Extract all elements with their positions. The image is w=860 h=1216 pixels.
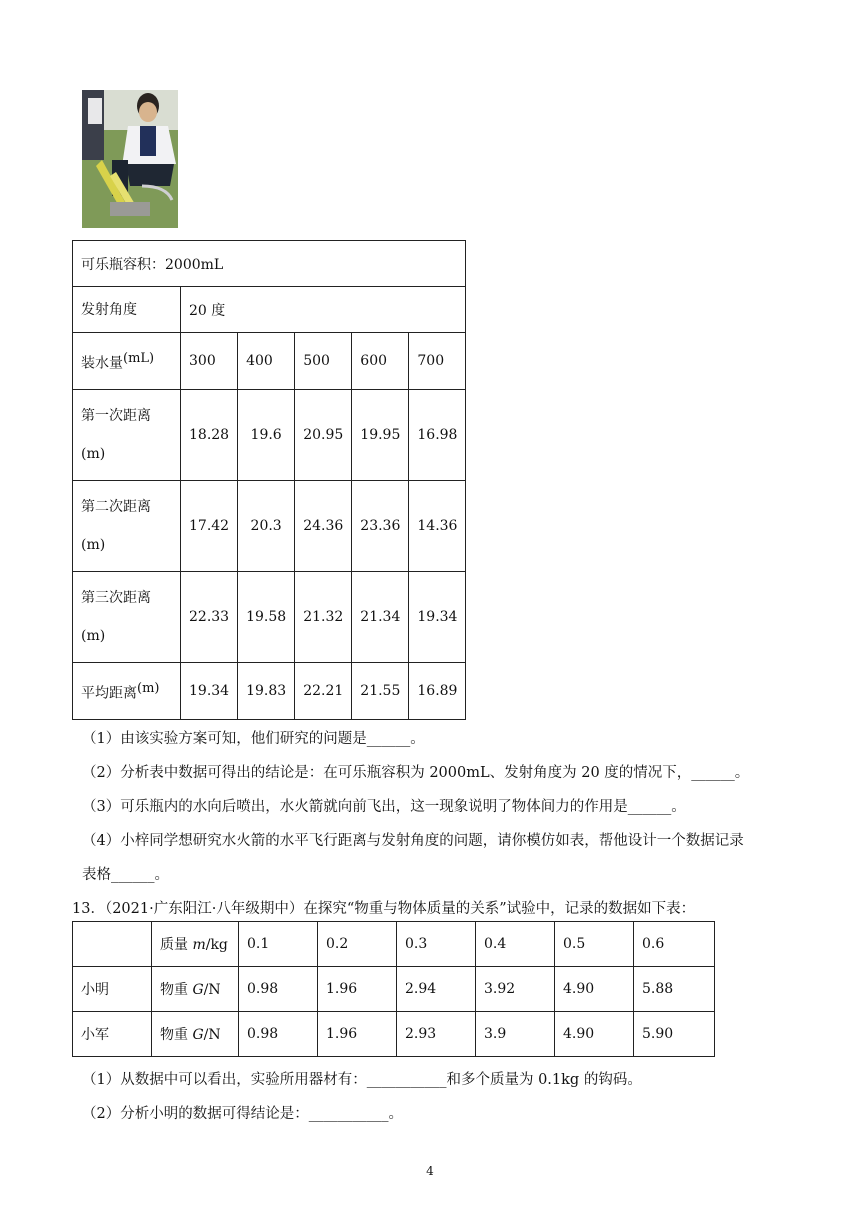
trial-1-value: 19.6 <box>238 390 295 481</box>
mass-value: 0.3 <box>397 922 476 967</box>
mass-value: 0.6 <box>634 922 715 967</box>
trial-2-value: 24.36 <box>295 481 352 572</box>
water-unit: (mL) <box>123 350 155 366</box>
trial-3-label-cell <box>73 572 181 663</box>
avg-label-cell <box>73 663 181 720</box>
water-value: 700 <box>409 333 466 390</box>
weight-label-cell <box>152 1012 239 1057</box>
weight-value: 5.88 <box>634 967 715 1012</box>
trial-2-value: 23.36 <box>352 481 409 572</box>
water-value: 400 <box>238 333 295 390</box>
water-value: 500 <box>295 333 352 390</box>
trial-2-value: 20.3 <box>238 481 295 572</box>
avg-value: 22.21 <box>295 663 352 720</box>
avg-value: 21.55 <box>352 663 409 720</box>
q13-stem: 13．（2021·广东阳江·八年级期中）在探究“物重与物体质量的关系”试验中，记录的数据如下表： <box>72 901 696 917</box>
capacity-cell: 可乐瓶容积：2000mL <box>73 241 466 287</box>
trial-2-label-cell <box>73 481 181 572</box>
angle-value: 20 度 <box>181 287 466 333</box>
weight-label-cell <box>152 967 239 1012</box>
mass-value: 0.4 <box>476 922 555 967</box>
trial-1-value: 19.95 <box>352 390 409 481</box>
weight-value: 2.93 <box>397 1012 476 1057</box>
photo-illustration <box>82 90 178 228</box>
weight-unit: /N <box>203 1027 221 1043</box>
mass-value: 0.2 <box>318 922 397 967</box>
q12-part-3: （3）可乐瓶内的水向后喷出，水火箭就向前飞出，这一现象说明了物体间力的作用是______。 <box>82 799 686 815</box>
water-value: 600 <box>352 333 409 390</box>
q12-part-4: （4）小梓同学想研究水火箭的水平飞行距离与发射角度的问题，请你模仿如表，帮他设计一个数据记录 <box>82 833 744 849</box>
q13-part-1: （1）从数据中可以看出，实验所用器材有：___________和多个质量为 0.1kg 的钩码。 <box>82 1072 642 1088</box>
weight-value: 2.94 <box>397 967 476 1012</box>
mass-var: m <box>192 937 206 953</box>
weight-value: 1.96 <box>318 1012 397 1057</box>
weight-value: 3.9 <box>476 1012 555 1057</box>
empty-header <box>73 922 152 967</box>
trial-3-unit: (m) <box>81 628 106 644</box>
trial-1-value: 16.98 <box>409 390 466 481</box>
trial-3-label: 第三次距离 <box>81 590 151 606</box>
weight-value: 5.90 <box>634 1012 715 1057</box>
trial-1-label: 第一次距离 <box>81 408 151 424</box>
avg-value: 19.34 <box>181 663 238 720</box>
water-value: 300 <box>181 333 238 390</box>
trial-3-value: 19.34 <box>409 572 466 663</box>
trial-3-value: 21.32 <box>295 572 352 663</box>
mass-value: 0.5 <box>555 922 634 967</box>
mass-value: 0.1 <box>239 922 318 967</box>
water-label: 装水量 <box>81 355 123 372</box>
row-name-xiaojun: 小军 <box>73 1012 152 1057</box>
water-rocket-table <box>72 240 466 720</box>
water-rocket-photo <box>82 90 178 228</box>
avg-value: 19.83 <box>238 663 295 720</box>
trial-1-value: 18.28 <box>181 390 238 481</box>
weight-value: 4.90 <box>555 1012 634 1057</box>
trial-2-value: 17.42 <box>181 481 238 572</box>
trial-2-value: 14.36 <box>409 481 466 572</box>
q12-part-4-cont: 表格______。 <box>82 867 169 883</box>
trial-1-unit: (m) <box>81 446 106 462</box>
weight-value: 4.90 <box>555 967 634 1012</box>
weight-unit: /N <box>203 982 221 998</box>
row-name-xiaoming: 小明 <box>73 967 152 1012</box>
weight-label: 物重 <box>160 982 193 998</box>
trial-2-unit: (m) <box>81 537 106 553</box>
trial-3-value: 19.58 <box>238 572 295 663</box>
weight-value: 0.98 <box>239 1012 318 1057</box>
trial-1-label-cell <box>73 390 181 481</box>
trial-3-value: 22.33 <box>181 572 238 663</box>
mass-label-cell <box>152 922 239 967</box>
mass-unit: /kg <box>205 937 228 953</box>
water-label-cell <box>73 333 181 390</box>
q12-part-2: （2）分析表中数据可得出的结论是：在可乐瓶容积为 2000mL、发射角度为 20 度的情况下，______。 <box>82 765 750 781</box>
trial-2-label: 第二次距离 <box>81 499 151 515</box>
q13-part-2: （2）分析小明的数据可得结论是：___________。 <box>82 1106 403 1122</box>
avg-unit: (m) <box>137 680 160 696</box>
avg-label: 平均距离 <box>81 685 137 702</box>
trial-1-value: 20.95 <box>295 390 352 481</box>
weight-value: 1.96 <box>318 967 397 1012</box>
q12-part-1: （1）由该实验方案可知，他们研究的问题是______。 <box>82 731 425 747</box>
mass-label: 质量 <box>160 937 193 953</box>
page-number: 4 <box>426 1164 434 1178</box>
weight-value: 3.92 <box>476 967 555 1012</box>
weight-mass-table <box>72 921 715 1057</box>
avg-value: 16.89 <box>409 663 466 720</box>
weight-value: 0.98 <box>239 967 318 1012</box>
angle-label: 发射角度 <box>73 287 181 333</box>
weight-label: 物重 <box>160 1027 193 1043</box>
trial-3-value: 21.34 <box>352 572 409 663</box>
weight-var: G <box>192 1027 204 1043</box>
weight-var: G <box>192 982 204 998</box>
